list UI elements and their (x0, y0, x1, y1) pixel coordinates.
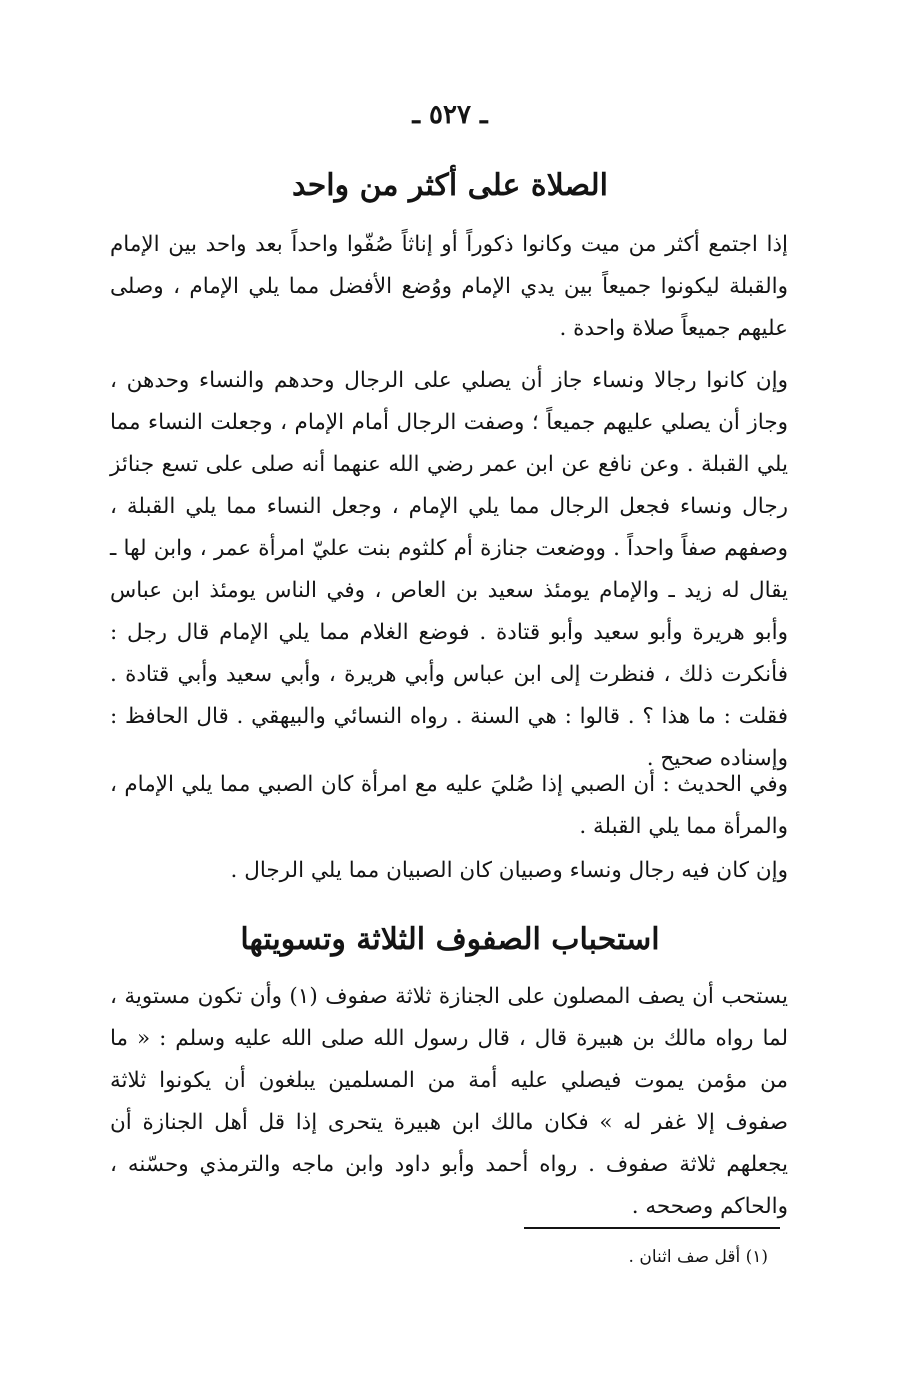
footnote-divider (524, 1227, 780, 1229)
paragraph: إذا اجتمع أكثر من ميت وكانوا ذكوراً أو إناثاً صُفّوا واحداً بعد واحد بين الإمام والقبلة ليكونوا جميعاً بين يدي الإمام ووُضع الأفضل مما يلي الإمام ، وصلى عليهم جميعاً صلاة واحدة . (110, 232, 788, 341)
paragraph: وإن كانوا رجالا ونساء جاز أن يصلي على الرجال وحدهم والنساء وحدهن ، وجاز أن يصلي عليهم جميعاً ؛ وصفت الرجال أمام الإمام ، وجعلت النساء مما يلي القبلة . وعن نافع عن ابن عمر رضي الله عنهما أنه صلى على تسع جنائز رجال ونساء فجعل الرجال مما يلي الإمام ، وجعل النساء مما يلي القبلة ، وصفهم صفاً واحداً . ووضعت جنازة أم كلثوم بنت عليّ امرأة عمر ، وابن لها ـ يقال له زيد ـ والإمام يومئذ سعيد بن العاص ، وفي الناس يومئذ ابن عباس وأبو هريرة وأبو سعيد وأبو قتادة . فوضع الغلام مما يلي الإمام قال رجل : فأنكرت ذلك ، فنظرت إلى ابن عباس وأبي هريرة ، وأبي سعيد وأبي قتادة . فقلت : ما هذا ؟ . قالوا : هي السنة . رواه النسائي والبيهقي . قال الحافظ : وإسناده صحيح . (110, 368, 788, 771)
footnote: (١) أقل صف اثنان . (628, 1247, 768, 1267)
paragraph: وإن كان فيه رجال ونساء وصبيان كان الصبيان مما يلي الرجال . (230, 858, 788, 883)
paragraph: وفي الحديث : أن الصبي إذا صُليَ عليه مع امرأة كان الصبي مما يلي الإمام ، والمرأة مما يلي القبلة . (110, 772, 788, 839)
section-title-prayer-over-multiple: الصلاة على أكثر من واحد (292, 168, 608, 203)
page-number: ـ ٥٢٧ ـ (412, 100, 488, 130)
paragraph: يستحب أن يصف المصلون على الجنازة ثلاثة صفوف (١) وأن تكون مستوية ، لما رواه مالك بن هبيرة قال ، قال رسول الله صلى الله عليه وسلم : « ما من مؤمن يموت فيصلي عليه أمة من المسلمين يبلغون أن يكونوا ثلاثة صفوف إلا غفر له » فكان مالك ابن هبيرة يتحرى إذا قل أهل الجنازة أن يجعلهم ثلاثة صفوف . رواه أحمد وأبو داود وابن ماجه والترمذي وحسّنه ، والحاكم وصححه . (110, 984, 788, 1219)
section-title-three-rows: استحباب الصفوف الثلاثة وتسويتها (240, 922, 660, 957)
